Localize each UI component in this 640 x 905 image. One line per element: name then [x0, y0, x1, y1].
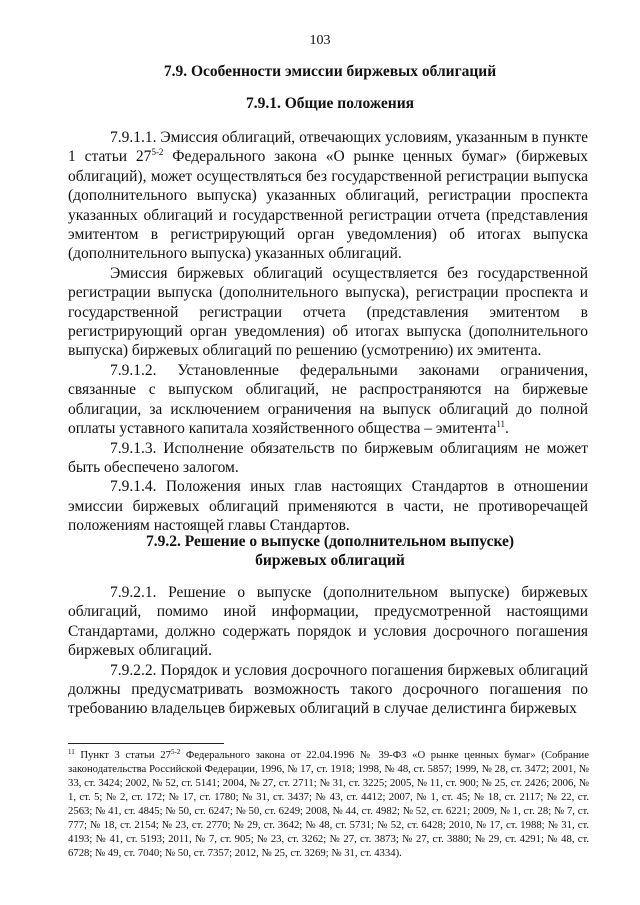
footnote-11: $^{11}$ Пункт 3 статьи 27$^{5-2}$ Федерального закона от 22.04.1996 № 39-ФЗ «О рынке ценных бумаг» (Собрание законодательства Российской Федерации, 1996, № 17, ст. 1918; 1998, № 48, ст. 5857; 1999, № 28, ст. 3472; 2001, № 33, ст. 3424; 2002, № 52, ст. 5141; 2004, № 27, ст. 2711; № 31, ст. 3225; 2005, № 11, ст. 900; № 25, ст. 2426; 2006, № 1, ст. 5; № 2, ст. 172; № 17, ст. 1780; № 31, ст. 3437; № 43, ст. 4412; 2007, № 1, ст. 45; № 18, ст. 2117; № 22, ст. 2563; № 41, ст. 4845; № 50, ст. 6247; № 50, ст. 6249; 2008, № 44, ст. 4982; № 52, ст. 6221; 2009, № 1, ст. 28; № 7, ст. 777; № 18, ст. 2154; № 23, ст. 2770; № 29, ст. 3642; № 48, ст. 5731; № 52, ст. 6428; 2010, № 17, ст. 1988; № 31, ст. 4193; № 41, ст. 5193; 2011, № 7, ст. 905; № 23, ст. 3262; № 27, ст. 3873; № 27, ст. 3880; № 29, ст. 4291; № 48, ст. 6728; № 49, ст. 7040; № 50, ст. 7357; 2012, № 25, ст. 3269; № 31, ст. 4334). — [68, 748, 590, 859]
paragraph-7-9-2-1: 7.9.2.1. Решение о выпуске (дополнительном выпуске) биржевых облигаций, помимо иной информации, предусмотренной настоящими Стандартами, должно содержать порядок и условия досрочного погашения биржевых облигаций. — [68, 584, 588, 660]
paragraph-emission-no-registration: Эмиссия биржевых облигаций осуществляется без государственной регистрации выпуска (дополнительного выпуска), регистрации проспекта и государственной регистрации отчета (представления эмитентом в регистрирующий орган уведомления) об итогах выпуска (дополнительного выпуска) биржевых облигаций по решению (усмотрению) их эмитента. — [68, 264, 588, 360]
footnote-divider — [68, 743, 224, 744]
subsection-title-decision — [60, 532, 600, 570]
superscript: 5-2 — [151, 147, 164, 158]
footnote-marker: 11 — [68, 748, 75, 756]
subsection-general-body — [68, 128, 588, 536]
subsection-title-decision-line1: 7.9.2. Решение о выпуске (дополнительном выпуске) — [145, 533, 515, 550]
paragraph-7-9-1-3: 7.9.1.3. Исполнение обязательств по биржевым облигациям не может быть обеспечено залогом. — [68, 439, 588, 476]
subsection-title-decision-line2: биржевых облигаций — [255, 552, 405, 569]
footnote-superscript: 5-2 — [170, 748, 181, 756]
section-title: 7.9. Особенности эмиссии биржевых облигаций — [163, 63, 497, 80]
paragraph-7-9-2-2: 7.9.2.2. Порядок и условия досрочного погашения биржевых облигаций должны предусматривать возможность такого досрочного погашения по требованию владельцев биржевых облигаций в случае делистинга биржевых — [68, 661, 588, 718]
paragraph-7-9-1-2: 7.9.1.2. Установленные федеральными законами ограничения, связанные с выпуском облигаций, не распространяются на биржевые облигации, за исключением ограничения на выпуск облигаций до полной оплаты уставного капитала хозяйственного общества – эмитента$^{11}$. — [68, 361, 588, 438]
paragraph-7-9-1-1: 7.9.1.1. Эмиссия облигаций, отвечающих условиям, указанным в пункте 1 статьи 27$^{5-2}$ Федерального закона «О рынке ценных бумаг» (биржевых облигаций), может осуществляться без государственной регистрации выпуска (дополнительного выпуска) указанных облигаций, регистрации проспекта указанных облигаций и государственной регистрации отчета (представления эмитентом в регистрирующий орган уведомления) об итогах выпуска (дополнительного выпуска) указанных облигаций. — [68, 129, 588, 263]
paragraph-7-9-1-4: 7.9.1.4. Положения иных глав настоящих Стандартов в отношении эмиссии биржевых облигаций применяются в части, не противоречащей положениям настоящей главы Стандартов. — [68, 478, 588, 535]
footnote-reference: 11 — [496, 419, 506, 430]
subsection-title-general: 7.9.1. Общие положения — [245, 95, 415, 112]
page-number: 103 — [309, 33, 331, 48]
subsection-decision-body — [68, 583, 588, 719]
